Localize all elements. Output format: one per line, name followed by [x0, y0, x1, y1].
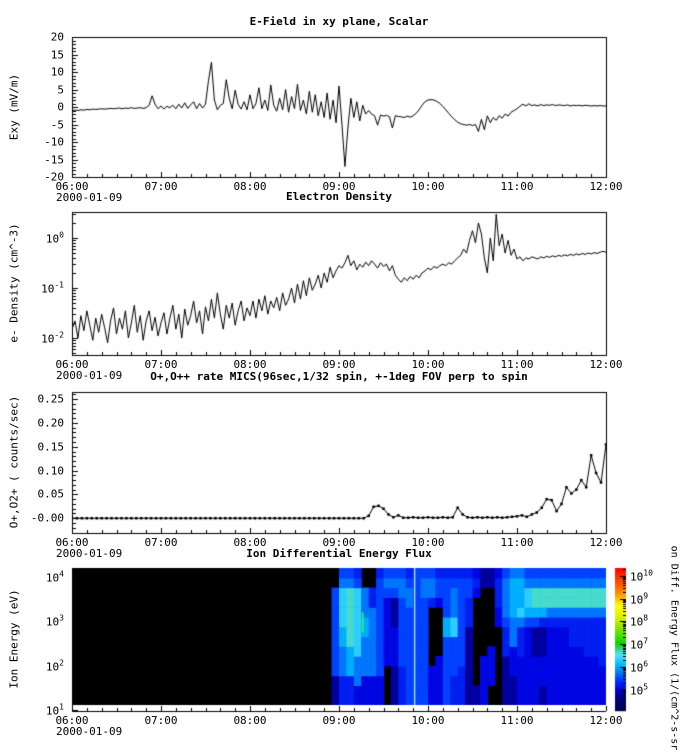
colorbar-tick-label: $10^7$ — [630, 636, 649, 652]
panel4-ylabel: Ion Energy (eV) — [7, 589, 21, 689]
x-tick-label: 11:00 — [500, 536, 534, 549]
y-tick-label: 0.05 — [37, 487, 64, 501]
panel2-ylabel: e- Density (cm^-3) — [7, 223, 21, 343]
panel2-title: Electron Density — [286, 190, 392, 203]
y-tick-label: 0.15 — [37, 440, 64, 454]
y-tick-label: -20 — [44, 170, 64, 184]
y-tick-label: -10 — [44, 135, 64, 149]
panel1-ylabel: Exy (mV/m) — [7, 73, 21, 141]
x-tick-label: 12:00 — [589, 358, 623, 371]
x-tick-label: 06:00 — [55, 536, 89, 549]
x-tick-label: 11:00 — [500, 358, 534, 371]
x-tick-label: 12:00 — [589, 180, 623, 193]
x-tick-label: 07:00 — [144, 536, 178, 549]
x-tick-label: 10:00 — [411, 180, 445, 193]
y-tick-label: 20 — [50, 30, 64, 44]
y-tick-label: $10^2$ — [45, 658, 64, 673]
y-tick-label: $10^3$ — [45, 613, 64, 629]
panel2-date-label: 2000-01-09 — [56, 369, 123, 382]
panel1-title: E-Field in xy plane, Scalar — [249, 15, 429, 28]
x-tick-label: 12:00 — [589, 714, 623, 727]
panel3-date-label: 2000-01-09 — [56, 547, 123, 560]
y-tick-label: $10^4$ — [45, 569, 64, 585]
x-tick-label: 11:00 — [500, 180, 534, 193]
x-tick-label: 09:00 — [322, 536, 356, 549]
y-tick-label: -15 — [44, 153, 64, 166]
panel4-date-label: 2000-01-09 — [56, 725, 123, 738]
x-tick-label: 06:00 — [55, 358, 89, 371]
y-tick-label: 15 — [50, 48, 64, 61]
x-tick-label: 06:00 — [55, 714, 89, 727]
y-tick-label: $10^{-1}$ — [41, 280, 64, 296]
y-tick-label: -5 — [50, 118, 64, 131]
colorbar-tick-label: $10^5$ — [630, 682, 649, 697]
y-tick-label: 5 — [57, 83, 64, 96]
panel3-ylabel: O+,O2+ ( counts/sec) — [7, 395, 21, 529]
x-tick-label: 08:00 — [233, 536, 267, 549]
y-tick-label: 0.25 — [37, 392, 64, 406]
x-tick-label: 10:00 — [411, 358, 445, 371]
x-tick-label: 08:00 — [233, 714, 267, 727]
x-tick-label: 09:00 — [322, 714, 356, 727]
y-tick-label: $10^0$ — [45, 230, 64, 246]
x-tick-label: 07:00 — [144, 358, 178, 371]
y-tick-label: -0.00 — [30, 511, 64, 525]
y-tick-label: 10 — [50, 65, 64, 79]
panel1-date-label: 2000-01-09 — [56, 191, 123, 204]
y-tick-label: $10^{-2}$ — [41, 330, 64, 346]
x-tick-label: 11:00 — [500, 714, 534, 727]
x-tick-label: 10:00 — [411, 536, 445, 549]
y-tick-label: $10^1$ — [45, 702, 64, 718]
colorbar-tick-label: $10^8$ — [630, 614, 649, 629]
x-tick-label: 09:00 — [322, 358, 356, 371]
colorbar-tick-label: $10^6$ — [630, 659, 649, 675]
x-tick-label: 07:00 — [144, 714, 178, 727]
x-tick-label: 08:00 — [233, 180, 267, 193]
x-tick-label: 08:00 — [233, 358, 267, 371]
x-tick-label: 06:00 — [55, 180, 89, 193]
x-tick-label: 09:00 — [322, 180, 356, 193]
x-tick-label: 10:00 — [411, 714, 445, 727]
panel4-title: Ion Differential Energy Flux — [246, 547, 432, 560]
x-tick-label: 12:00 — [589, 536, 623, 549]
y-tick-label: 0 — [57, 100, 64, 114]
y-tick-label: 0.10 — [37, 464, 64, 478]
colorbar-tick-label: $10^{10}$ — [630, 568, 653, 584]
y-tick-label: 0.20 — [37, 416, 64, 430]
colorbar-label: on Diff. Energy Flux (1/(cm^2-s-sr — [668, 545, 680, 751]
panel3-title: O+,O++ rate MICS(96sec,1/32 spin, +-1deg FOV perp to spin — [150, 370, 528, 383]
colorbar-tick-label: $10^9$ — [630, 591, 649, 606]
x-tick-label: 07:00 — [144, 180, 178, 193]
